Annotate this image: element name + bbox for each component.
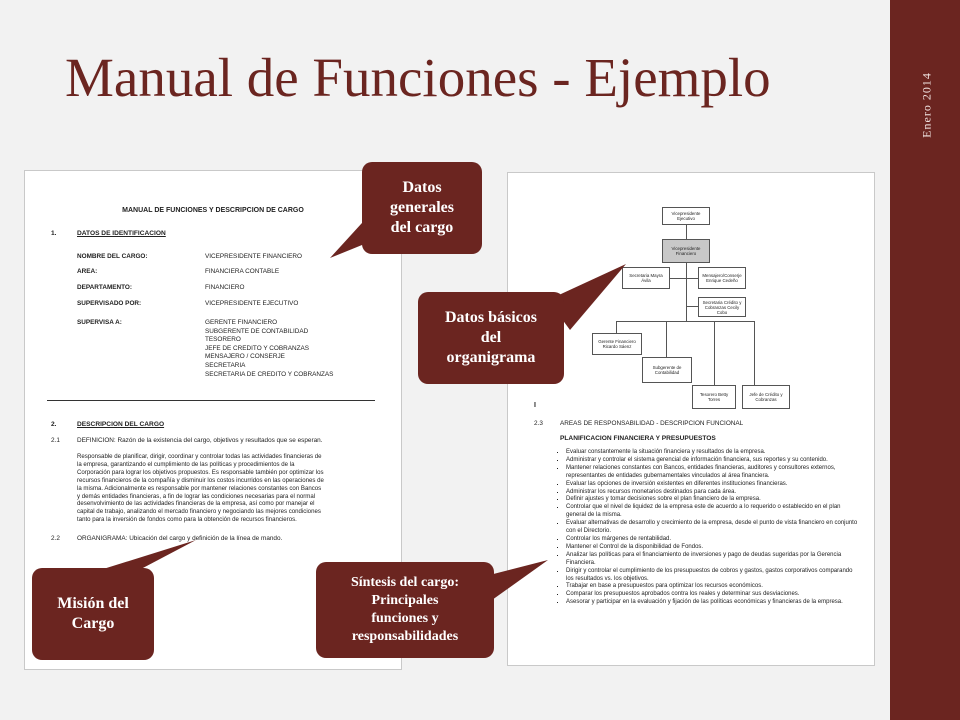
org-box-mensajero: Mensajero/Conserje Enrique Cedeño <box>698 267 746 289</box>
list-item: ▪ Mantener el Control de la disponibilidad de Fondos. <box>566 544 858 552</box>
list-item: SUBGERENTE DE CONTABILIDAD <box>205 327 309 335</box>
section-title-descripcion: DESCRIPCION DEL CARGO <box>77 421 165 428</box>
section-number: 1. <box>51 230 57 237</box>
subsection-number: 2.1 <box>51 437 60 444</box>
list-item: ▪ Evaluar alternativas de desarrollo y crecimiento de la empresa, desde el punto de vista financiero en conjunto con el Directorio. <box>566 520 858 536</box>
field-value: FINANCIERO <box>205 284 245 291</box>
org-box-tesorero: Tesorero Betty Torres <box>692 385 736 409</box>
field-label: NOMBRE DEL CARGO: <box>77 253 148 260</box>
org-box-subgerente: Subgerente de Contabilidad <box>642 357 692 383</box>
field-label: DEPARTAMENTO: <box>77 284 133 291</box>
list-item: ▪ Dirigir y controlar el cumplimiento de los presupuestos de cobros y gastos, gastos corporativos comparando los resultados vs. los objetivos. <box>566 568 858 584</box>
date-label: Enero 2014 <box>919 72 934 138</box>
list-item: ▪ Controlar que el nivel de liquidez de la empresa este de acuerdo a lo requerido o establecido en el plan general de la misma. <box>566 504 858 520</box>
list-item: ▪ Controlar los márgenes de rentabilidad. <box>566 536 858 544</box>
list-item: ▪ Definir ajustes y tomar decisiones sobre el plan financiero de la empresa. <box>566 496 858 504</box>
org-box-secretaria-credito: Secretaria Crédito y Cobranzas Cecily Cobo <box>698 297 746 317</box>
organigrama-text: ORGANIGRAMA: Ubicación del cargo y definición de la línea de mando. <box>77 535 283 542</box>
list-item: JEFE DE CREDITO Y COBRANZAS <box>205 344 310 352</box>
callout-mision: Misión del Cargo <box>32 568 154 660</box>
field-value: VICEPRESIDENTE EJECUTIVO <box>205 300 299 307</box>
document-heading: MANUAL DE FUNCIONES Y DESCRIPCION DE CARGO <box>122 207 304 214</box>
list-item: ▪ Analizar las políticas para el financiamiento de inversiones y pago de deudas sugeridas por la Gerencia Financiera. <box>566 552 858 568</box>
callout-datos-organigrama: Datos básicos del organigrama <box>418 292 564 384</box>
list-item: ▪ Evaluar constantemente la situación financiera y resultados de la empresa. <box>566 449 858 457</box>
field-label: SUPERVISADO POR: <box>77 300 142 307</box>
callout-sintesis: Síntesis del cargo: Principales funciones y responsabilidades <box>316 562 494 658</box>
org-box-secretaria: Secretaria Mayra Ávila <box>622 267 670 289</box>
org-box-vicepresidente-financiero: Vicepresidente Financiero <box>662 239 710 263</box>
definition-text: DEFINICION: Razón de la existencia del cargo, objetivos y resultados que se esperan. <box>77 437 323 444</box>
callout-datos-generales: Datos generales del cargo <box>362 162 482 254</box>
field-label: AREA: <box>77 268 98 275</box>
list-item: ▪ Administrar los recursos monetarios destinados para cada área. <box>566 489 858 497</box>
page-marker: I <box>534 402 536 409</box>
section-title-areas: AREAS DE RESPONSABILIDAD - DESCRIPCION FUNCIONAL <box>560 420 744 427</box>
mission-paragraph: Responsable de planificar, dirigir, coordinar y controlar todas las actividades financieras de la empresa, garantizando el cumplimiento de las políticas y procedimientos de la Corporación para lograr los objetivos propuestos. Es responsable también por optimizar los recursos financieros de la compañía y disminuir los costos incurridos en las operaciones de la misma. Adicionalmente es responsable por mantener relaciones constantes con Bancos y demás entidades financieras, a fin de lograr las condiciones necesarias para el normal desenvolvimiento de las actividades financieras de la empresa, así como por manejar el capital de trabajo, analizando el mercado financiero y negociando las mejores condiciones tanto para la inversión de fondos como para la obtención de recursos financieros. <box>77 453 324 524</box>
org-box-jefe-credito: Jefe de Crédito y Cobranzas <box>742 385 790 409</box>
subsection-title: PLANIFICACION FINANCIERA Y PRESUPUESTOS <box>560 435 716 442</box>
field-label: SUPERVISA A: <box>77 319 122 326</box>
org-box-vicepresidente-ejecutivo: Vicepresidente Ejecutivo <box>662 207 710 225</box>
list-item: ▪ Asesorar y participar en la evaluación y fijación de las políticas económicas y financieras de la empresa. <box>566 599 858 607</box>
list-item: ▪ Administrar y controlar el sistema gerencial de información financiera, sus reportes y su contenido. <box>566 457 858 465</box>
field-value: FINANCIERA CONTABLE <box>205 268 280 275</box>
list-item: GERENTE FINANCIERO <box>205 319 278 326</box>
list-item: ▪ Mantener relaciones constantes con Bancos, entidades financieras, auditores y consultores externos, representantes de entidades gubernamentales vinculados al área financiera. <box>566 465 858 481</box>
section-number: 2.3 <box>534 420 543 427</box>
slide-title: Manual de Funciones - Ejemplo <box>65 47 771 108</box>
section-number: 2. <box>51 421 57 428</box>
subsection-number: 2.2 <box>51 535 60 542</box>
list-item: ▪ Comparar los presupuestos aprobados contra los reales y determinar sus desviaciones. <box>566 591 858 599</box>
field-value: VICEPRESIDENTE FINANCIERO <box>205 253 302 260</box>
org-box-gerente-financiero: Gerente Financiero Ricardo Sáenz <box>592 333 642 355</box>
list-item: SECRETARIA DE CREDITO Y COBRANZAS <box>205 370 334 378</box>
list-item: TESORERO <box>205 336 241 344</box>
section-title-identificacion: DATOS DE IDENTIFICACION <box>77 230 166 237</box>
list-item: MENSAJERO / CONSERJE <box>205 353 285 361</box>
list-item: SECRETARIA <box>205 361 246 369</box>
list-item: ▪ Evaluar las opciones de inversión existentes en diferentes instituciones financieras. <box>566 481 858 489</box>
list-item: ▪ Trabajar en base a presupuestos para optimizar los recursos económicos. <box>566 583 858 591</box>
